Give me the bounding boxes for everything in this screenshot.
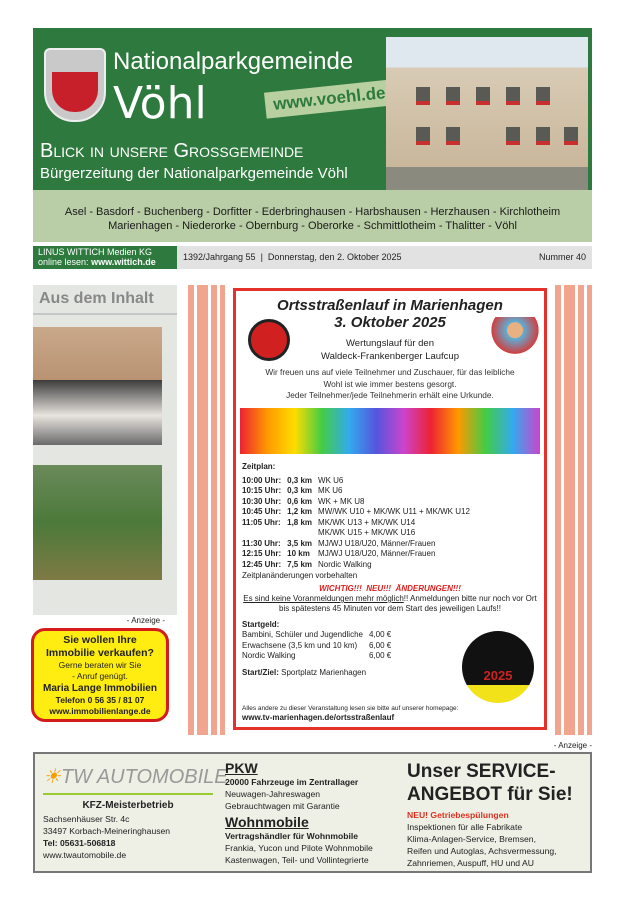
villages-band: [33, 190, 592, 242]
table-cell: Erwachsene (3,5 km und 10 km): [242, 640, 358, 650]
service-heading: ANGEBOT für Sie!: [407, 784, 573, 805]
table-row: [242, 630, 397, 641]
table-row: [242, 518, 476, 529]
ad-url[interactable]: www.immobilienlange.de: [49, 706, 151, 716]
real-estate-ad[interactable]: [31, 628, 169, 722]
table-cell: [287, 528, 318, 539]
table-row: [242, 476, 476, 487]
laufcup-badge: [462, 631, 534, 703]
table-cell: Nordic Walking: [318, 559, 372, 569]
important-notice: WICHTIG!!! NEU!!! ÄNDERUNGEN!!!: [319, 584, 461, 593]
table-cell: WK U6: [318, 475, 344, 485]
event-url[interactable]: www.tv-marienhagen.de/ortsstraßenlauf: [242, 713, 395, 722]
start-location: Sportplatz Marienhagen: [281, 667, 367, 677]
event-intro: Jeder Teilnehmer/jede Teilnehmerin erhält eine Urkunde.: [286, 390, 494, 400]
group-photo[interactable]: [33, 327, 162, 445]
event-title: Ortsstraßenlauf in Marienhagen: [277, 297, 503, 314]
table-row: [242, 528, 476, 539]
masthead-title: Nationalparkgemeinde: [113, 48, 354, 75]
table-cell: MJ/WJ U18/U20, Männer/Frauen: [318, 538, 436, 548]
masthead-subtitle: Blick in unsere Großgemeinde: [40, 140, 304, 162]
ad-text: 20000 Fahrzeuge im Zentrallager: [225, 777, 359, 787]
ad-text: Gebrauchtwagen mit Garantie: [225, 801, 340, 811]
ad-label: - Anzeige -: [126, 616, 165, 625]
address: Sachsenhäuser Str. 4c: [43, 814, 130, 824]
wohnmobile-heading: Wohnmobile: [225, 814, 309, 830]
pkw-heading: PKW: [225, 760, 258, 776]
ad-text: - Anruf genügt.: [72, 671, 128, 681]
schedule-heading: Zeitplan:: [242, 461, 276, 471]
table-cell: MJ/WJ U18/U20, Männer/Frauen: [318, 549, 436, 558]
table-cell: 1,2 km: [287, 507, 313, 516]
table-row: [242, 507, 476, 518]
table-cell: Bambini, Schüler und Jugendliche: [242, 630, 363, 639]
ad-text: Neuwagen-Jahreswagen: [225, 789, 321, 799]
table-cell: 10:45 Uhr:: [242, 507, 282, 516]
fees-heading: Startgeld:: [242, 620, 280, 629]
decorative-stripes: [188, 285, 225, 735]
decorative-stripes: [555, 285, 592, 735]
schedule-note: Zeitplanänderungen vorbehalten: [242, 571, 358, 580]
contents-heading: Aus dem Inhalt: [33, 285, 177, 315]
table-row: [242, 497, 476, 508]
ad-text: Immobilie verkaufen?: [46, 647, 154, 659]
table-cell: 12:15 Uhr:: [242, 549, 282, 558]
town-url[interactable]: www.voehl.de: [264, 79, 395, 118]
car-dealer-ad[interactable]: [33, 752, 592, 873]
table-cell: 6,00 €: [368, 640, 392, 650]
service-new: NEU! Getriebespülungen: [407, 810, 509, 820]
table-cell: 3,5 km: [287, 538, 313, 548]
event-sub: Wertungslauf für den: [345, 338, 434, 349]
table-cell: WK + MK U8: [318, 496, 365, 506]
registration-notice: Es sind keine Voranmeldungen mehr möglich: [243, 594, 404, 603]
ad-text: Vertragshändler für Wohnmobile: [225, 831, 359, 841]
website-link[interactable]: www.twautomobile.de: [43, 850, 127, 860]
table-cell: MK/WK U15 + MK/WK U16: [318, 528, 416, 537]
service-heading: Unser SERVICE-: [407, 761, 556, 782]
table-cell: 10 km: [287, 549, 310, 558]
table-cell: Nordic Walking: [242, 651, 296, 660]
villages-line: Marienhagen - Niederorke - Obernburg - Oberorke - Schmittlotheim - Thalitter - Vöhl: [108, 220, 517, 232]
ad-label: - Anzeige -: [553, 741, 592, 750]
ad-text: Sie wollen Ihre: [63, 634, 137, 646]
issue-number: Nummer 40: [538, 252, 586, 262]
event-announcement: [233, 288, 547, 730]
table-cell: 10:30 Uhr:: [242, 496, 282, 506]
issue-bar: [33, 246, 592, 269]
online-label: online lesen:: [38, 256, 89, 267]
table-cell: 1,8 km: [287, 517, 313, 527]
coat-of-arms-logo: [44, 48, 106, 122]
start-label: Start/Ziel:: [242, 667, 279, 677]
table-cell: MW/WK U10 + MK/WK U11 + MK/WK U12: [318, 507, 470, 516]
table-cell: 0,3 km: [287, 475, 313, 485]
table-row: [242, 549, 476, 560]
table-cell: 7,5 km: [287, 559, 313, 569]
publisher-link[interactable]: www.wittich.de: [91, 256, 156, 267]
ad-text: Inspektionen für alle Fabrikate: [407, 822, 523, 832]
event-sub: Waldeck-Frankenberger Laufcup: [321, 351, 459, 362]
table-cell: 6,00 €: [368, 651, 392, 660]
registration-notice: !! Anmeldungen bitte nur noch vor Ort bis spätestens 45 Minuten vor dem Start des jeweiligen Laufs!!: [279, 594, 537, 613]
publisher: LINUS WITTICH Medien KG: [38, 247, 153, 257]
more-info-text: Alles andere zu dieser Veranstaltung lesen sie bitte auf unserer homepage:: [242, 705, 459, 712]
ad-text: Reifen und Autoglas, Achsvermessung,: [407, 846, 557, 856]
runners-photo[interactable]: [33, 465, 162, 580]
table-cell: 11:05 Uhr:: [242, 517, 281, 527]
table-row: [242, 641, 397, 652]
masthead-town: Vöhl: [113, 78, 207, 129]
table-cell: 11:30 Uhr:: [242, 538, 281, 548]
table-row: [242, 560, 476, 571]
ad-text: Frankia, Yucon und Pilote Wohnmobile: [225, 843, 373, 853]
event-intro: Wohl ist wie immer bestens gesorgt.: [323, 378, 457, 389]
ad-text: Kastenwagen, Teil- und Vollintegrierte: [225, 855, 369, 865]
masthead-tagline: Bürgerzeitung der Nationalparkgemeinde Vöhl: [40, 165, 348, 182]
table-cell: 10:00 Uhr:: [242, 475, 282, 485]
table-cell: MK/WK U13 + MK/WK U14: [318, 517, 416, 527]
ad-text: Maria Lange Immobilien: [43, 683, 157, 694]
table-cell: 10:15 Uhr:: [242, 486, 282, 495]
table-row: [242, 651, 397, 662]
table-cell: 0,3 km: [287, 486, 313, 495]
dealer-tagline: KFZ-Meisterbetrieb: [82, 800, 174, 811]
event-date: 3. Oktober 2025: [334, 314, 446, 331]
table-cell: [242, 528, 287, 539]
schedule-table: [242, 476, 476, 571]
dealer-logo: ☀TW AUTOMOBILE: [43, 766, 213, 795]
ad-phone: Telefon 0 56 35 / 81 07: [55, 695, 145, 705]
ad-text: Zahnriemen, Auspuff, HU und AU: [407, 858, 534, 868]
address: 33497 Korbach-Meineringhausen: [43, 826, 171, 836]
ad-text: Gerne beraten wir Sie: [58, 660, 142, 670]
event-intro: Wir freuen uns auf viele Teilnehmer und Zuschauer, für das leibliche: [265, 367, 515, 377]
badge-year: 2025: [483, 668, 513, 683]
fees-table: [242, 630, 397, 662]
villages-line: Asel - Basdorf - Buchenberg - Dorfitter - Ederbringhausen - Harbshausen - Herzhausen - Kirchlotheim: [64, 206, 561, 218]
table-row: [242, 539, 476, 550]
table-cell: 4,00 €: [368, 630, 392, 639]
table-row: [242, 486, 476, 497]
logo-text: TW AUTOMOBILE: [60, 766, 228, 788]
ad-text: Klima-Anlagen-Service, Bremsen,: [407, 834, 536, 844]
issue-date: 1392/Jahrgang 55 | Donnerstag, den 2. Oktober 2025: [183, 252, 402, 262]
town-hall-photo: [386, 37, 588, 190]
table-cell: 0,6 km: [287, 496, 313, 506]
runners-silhouette-banner: [240, 408, 540, 454]
table-cell: 12:45 Uhr:: [242, 559, 282, 569]
contents-sidebar: [33, 285, 177, 625]
phone: Tel: 05631-506818: [43, 838, 116, 848]
table-cell: MK U6: [318, 486, 343, 495]
